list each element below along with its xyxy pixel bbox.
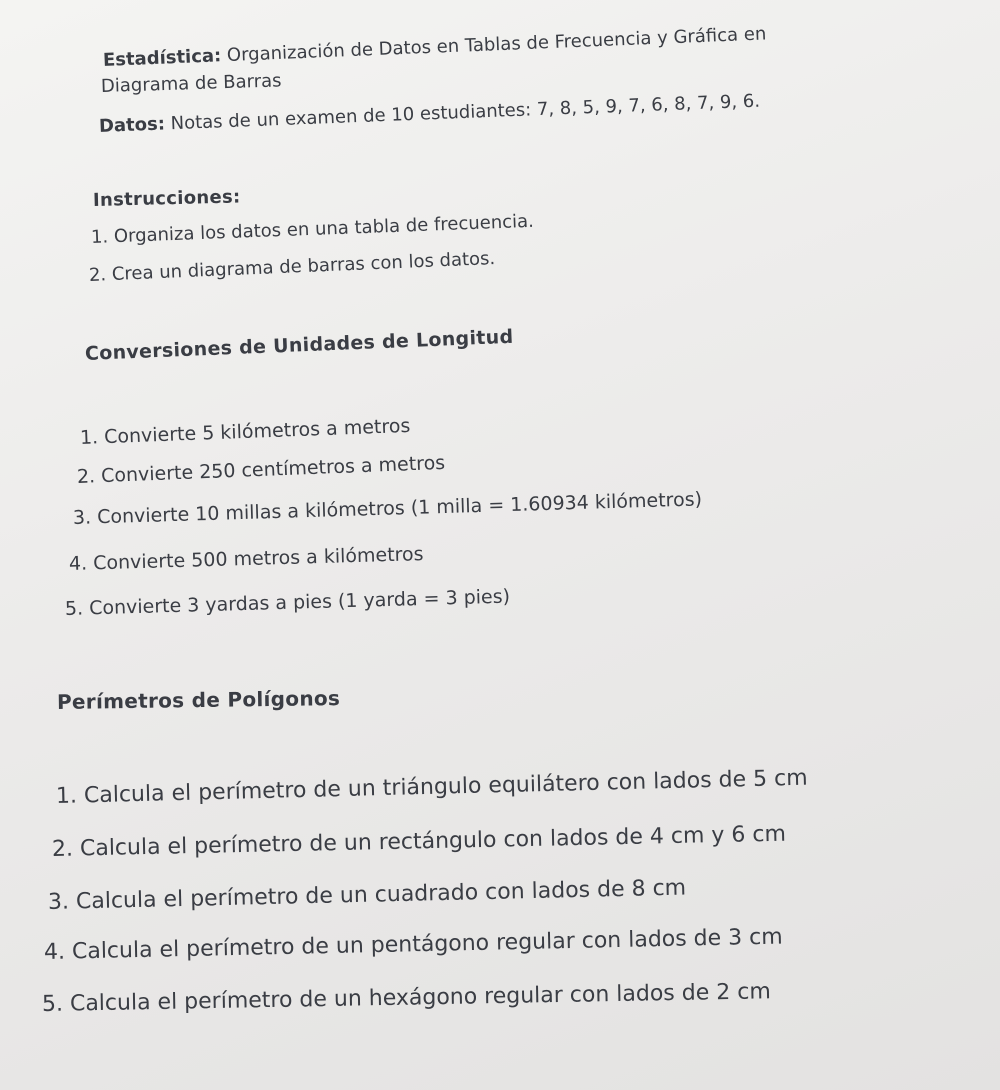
conversion-item-3: 3. Convierte 10 millas a kilómetros (1 milla = 1.60934 kilómetros) (72, 488, 703, 529)
stats-data-line (99, 91, 761, 137)
stats-data-text: Notas de un examen de 10 estudiantes: 7, 8, 5, 9, 7, 6, 8, 7, 9, 6. (170, 90, 761, 135)
conversions-heading: Conversiones de Unidades de Longitud (84, 325, 514, 365)
instructions-heading: Instrucciones: (92, 186, 241, 211)
instruction-item-2: 2. Crea un diagrama de barras con los datos. (88, 247, 496, 286)
conversion-item-4: 4. Convierte 500 metros a kilómetros (68, 543, 424, 575)
stats-title (103, 23, 767, 71)
perimeters-heading: Perímetros de Polígonos (56, 686, 341, 714)
perimeter-item-2: 2. Calcula el perímetro de un rectángulo con lados de 4 cm y 6 cm (51, 821, 787, 862)
stats-title-text: Organización de Datos en Tablas de Frecuencia y Gráfica en (226, 23, 767, 67)
perimeter-item-4: 4. Calcula el perímetro de un pentágono regular con lados de 3 cm (43, 924, 783, 965)
stats-title-label: Estadística: (102, 45, 222, 71)
stats-title-continuation: Diagrama de Barras (100, 70, 282, 97)
stats-data-label: Datos: (98, 113, 166, 137)
conversion-item-2: 2. Convierte 250 centímetros a metros (76, 451, 446, 488)
conversion-item-1: 1. Convierte 5 kilómetros a metros (79, 414, 411, 449)
perimeter-item-1: 1. Calcula el perímetro de un triángulo equilátero con lados de 5 cm (55, 765, 808, 809)
perimeter-item-3: 3. Calcula el perímetro de un cuadrado con lados de 8 cm (47, 875, 687, 915)
perimeter-item-5: 5. Calcula el perímetro de un hexágono regular con lados de 2 cm (41, 979, 771, 1017)
instruction-item-1: 1. Organiza los datos en una tabla de frecuencia. (90, 210, 535, 248)
conversion-item-5: 5. Convierte 3 yardas a pies (1 yarda = 3 pies) (64, 585, 511, 620)
